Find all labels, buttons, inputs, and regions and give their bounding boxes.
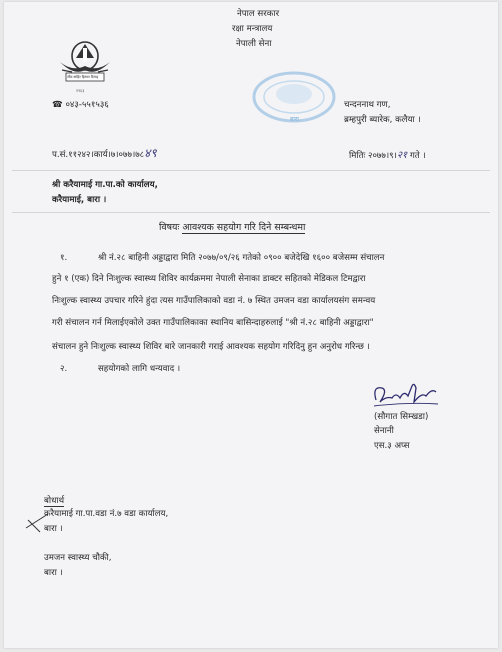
paragraph-1-line: श्री नं.२८ बाहिनी अड्डाद्वारा मिति २०७७/०९/२६ गतेको ०९०० बजेदेखि १६०० बजेसम्म संचालन [98, 253, 385, 263]
letter-date: मितिः २०७७।९।२१ गते । [349, 150, 426, 161]
paragraph-1-line: हुने १ (एक) दिने निःशुल्क स्वास्थ्य शिविर कार्यक्रममा नेपाली सेनाका डाक्टर सहितको मेडिकल टिमद्वारा [52, 274, 366, 284]
emblem-year: १९६३ [76, 88, 85, 93]
divider [12, 170, 490, 171]
cc-line1: करैयामाई गा.पा.वडा नं.७ वडा कार्यालय, [44, 509, 169, 519]
paragraph-1-line: गरी संचालन गर्न मिलाईएकोले उक्त गाउँपालिकाका स्थानिय बासिन्दाहरुलाई "श्री नं.२८ बाहिनी अड्डाद्वारा" [52, 318, 374, 328]
stamp-text: बारा [290, 116, 299, 123]
phone-row [52, 100, 109, 111]
emblem-motto: जीउ बाहिर हिम्मत दिनाह [67, 75, 99, 79]
signatory-rank: सेनानी [374, 426, 394, 436]
reference-number: प.सं.११२४२।कार्य।७।०७७।७८४९ [52, 146, 157, 160]
org-name-govt: नेपाल सरकार [237, 9, 280, 19]
cc-line4: बारा । [44, 568, 63, 578]
subject-label: विषयः [159, 222, 180, 233]
reference-handwritten: ४९ [144, 146, 157, 160]
recipient-line1: श्री करैयामाई गा.पा.को कार्यालय, [52, 180, 158, 190]
cc-line3: उमजन स्वास्थ्य चौकी, [44, 553, 112, 563]
phone-icon: ☎ [52, 100, 63, 110]
phone-number: ०४३-५५१५३६ [65, 100, 109, 110]
address-line2: ब्रम्हपुरी ब्यारेक, कलैया । [344, 115, 421, 125]
nepal-army-emblem-icon [54, 32, 116, 94]
paragraph-1-line: संचालन हुने निःशुल्क स्वास्थ्य शिविर बारे जानकारी गराई आवश्यक सहयोग गरिदिनु हुन अनुरोध गरिन्छ । [52, 342, 370, 352]
cc-label: बोधार्थ [44, 496, 65, 506]
letter-page [4, 2, 498, 648]
org-name-ministry: रक्षा मन्त्रालय [232, 24, 273, 34]
address-line1: चन्दननाथ गण, [344, 100, 391, 110]
signature-icon [366, 378, 446, 412]
subject-text: आवश्यक सहयोग गरि दिने सम्बन्धमा [182, 222, 306, 233]
cc-line2: बारा । [44, 524, 63, 534]
signatory-unit: एस.३ अप्स [374, 441, 410, 451]
recipient-line2: करैयामाई, बारा । [52, 195, 107, 205]
date-handwritten: २१ [396, 150, 408, 161]
signatory-name: (सौगात सिम्खडा) [374, 412, 429, 422]
paragraph-1-line: निःशुल्क स्वास्थ्य उपचार गरिने हुंदा त्यस गाउँपालिकाको वडा नं. ७ स्थित उमजन वडा कार्यालयसंग समन्वय [52, 296, 376, 306]
subject-line [159, 222, 305, 233]
divider [12, 212, 490, 213]
paragraph-2-text: सहयोगको लागि धन्यवाद । [98, 364, 181, 374]
paragraph-2-number: २. [60, 364, 68, 374]
org-name-army: नेपाली सेना [236, 39, 272, 49]
paragraph-1-number: १. [60, 253, 68, 263]
